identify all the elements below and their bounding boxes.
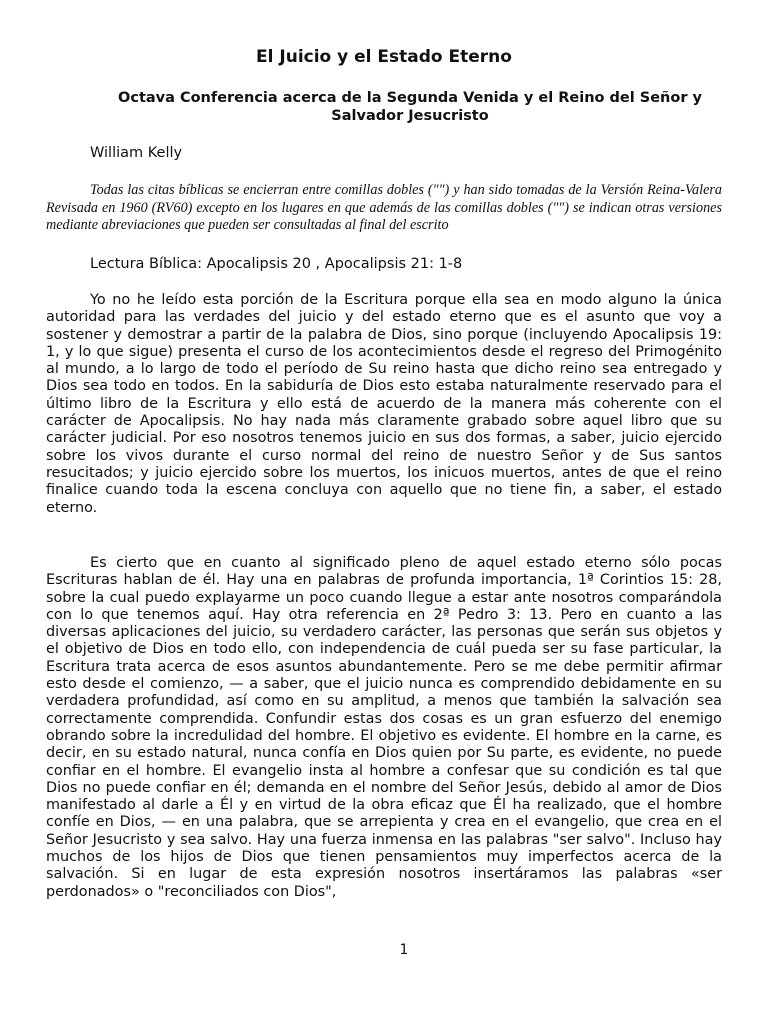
body-paragraph: Yo no he leído esta porción de la Escritura porque ella sea en modo alguno la única autoridad para las verdades del juicio y del estado eterno que es el asunto que voy a sostener y demostrar a partir de la palabra de Dios, sino porque (incluyendo Apocalipsis 19: 1, y lo que sigue) presenta el curso de los acontecimientos desde el regreso del Primogénito al mundo, a lo largo de todo el período de Su reino hasta que dicho reino sea entregado y Dios sea todo en todos. En la sabiduría de Dios esto estaba naturalmente reservado para el último libro de la Escritura y ello está de acuerdo de la manera más coherente con el carácter de Apocalipsis. No hay nada más claramente grabado sobre aquel libro que su carácter judicial. Por eso nosotros tenemos juicio en sus dos formas, a saber, juicio ejercido sobre los vivos durante el curso normal del reino de nuestro Señor y de Sus santos resucitados; y juicio ejercido sobre los muertos, los inicuos muertos, antes de que el reino finalice cuando toda la escena concluya con aquello que no tiene fin, a saber, el estado eterno.	[46, 292, 722, 516]
citation-note: Todas las citas bíblicas se encierran entre comillas dobles ("") y han sido tomadas de la Versión Reina-Valera Revisada en 1960 (RV60) excepto en los lugares en que además de las comillas dobles ("") se indican otras versiones mediante abreviaciones que pueden ser consultadas al final del escrito	[46, 182, 722, 233]
page-number: 1	[399, 942, 409, 958]
document-subtitle: Octava Conferencia acerca de la Segunda Venida y el Reino del Señor y Salvador Jesucristo	[118, 90, 702, 124]
scripture-reading: Lectura Bíblica: Apocalipsis 20 , Apocalipsis 21: 1-8	[90, 256, 463, 272]
body-paragraph: Es cierto que en cuanto al significado pleno de aquel estado eterno sólo pocas Escrituras hablan de él. Hay una en palabras de profunda importancia, 1ª Corintios 15: 28, sobre la cual puedo explayarme un poco cuando llegue a estar ante nosotros comparándola con lo que tenemos aquí. Hay otra referencia en 2ª Pedro 3: 13. Pero en cuanto a las diversas aplicaciones del juicio, su verdadero carácter, las personas que serán sus objetos y el objetivo de Dios en todo ello, con independencia de cuál pueda ser su fase particular, la Escritura trata acerca de esos asuntos abundantemente. Pero se me debe permitir afirmar esto desde el comienzo, — a saber, que el juicio nunca es comprendido debidamente en su verdadera profundidad, así como en su amplitud, a menos que también la salvación sea correctamente comprendida. Confundir estas dos cosas es un gran esfuerzo del enemigo obrando sobre la incredulidad del hombre. El objetivo es evidente. El hombre en la carne, es decir, en su estado natural, nunca confía en Dios quien por Su parte, es evidente, no puede confiar en el hombre. El evangelio insta al hombre a confesar que su condición es tal que Dios no puede confiar en él; demanda en el nombre del Señor Jesús, debido al amor de Dios manifestado al darle a Él y en virtud de la obra eficaz que Él ha realizado, que el hombre confíe en Dios, — en una palabra, que se arrepienta y crea en el evangelio, que crea en el Señor Jesucristo y sea salvo. Hay una fuerza inmensa en las palabras "ser salvo". Incluso hay muchos de los hijos de Dios que tienen pensamientos muy imperfectos acerca de la salvación. Si en lugar de esta expresión nosotros insertáramos las palabras «ser perdonados» o "reconciliados con Dios",	[46, 555, 722, 900]
document-title: El Juicio y el Estado Eterno	[256, 47, 512, 67]
author-name: William Kelly	[90, 145, 183, 161]
